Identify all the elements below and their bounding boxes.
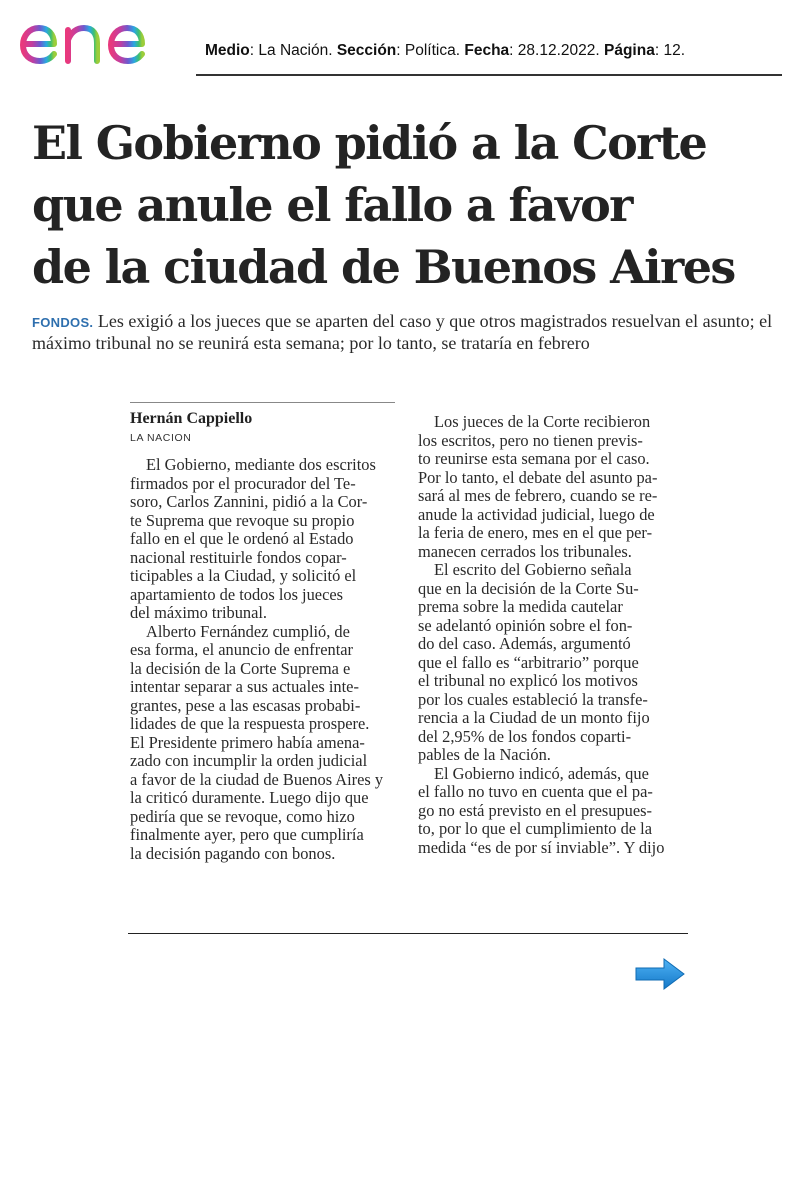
article-text-line: prema sobre la medida cautelar	[418, 597, 623, 616]
byline-divider	[130, 402, 395, 403]
article-text-line: la feria de enero, mes en el que per-	[418, 523, 653, 542]
publication-meta: Medio: La Nación. Sección: Política. Fecha: 28.12.2022. Página: 12.	[205, 42, 686, 59]
article-text-line: El escrito del Gobierno señala	[434, 560, 632, 579]
article-text-line: el tribunal no explicó los motivos	[418, 671, 638, 690]
article-text-line: to reunirse esta semana por el caso.	[418, 449, 650, 468]
source-label: LA NACION	[130, 432, 192, 444]
article-text-line: pables de la Nación.	[418, 745, 551, 764]
article-text-line: pediría que se revoque, como hizo	[130, 806, 355, 826]
article-column-left	[130, 456, 392, 863]
article-text-line: nacional restituirle fondos copar-	[130, 547, 347, 567]
article-text-line: to, por lo que el cumplimiento de la	[418, 819, 652, 838]
page-header	[0, 0, 800, 80]
article-column-right	[418, 413, 680, 857]
article-text-line: firmados por el procurador del Te-	[130, 473, 356, 493]
article-text-line: El Gobierno, mediante dos escritos	[146, 455, 376, 474]
article-text-line: la criticó duramente. Luego dijo que	[130, 788, 369, 807]
article-text-line: la decisión de la Corte Suprema e	[130, 658, 351, 678]
headline-line: El Gobierno pidió a la Corte	[32, 116, 707, 170]
article-text-line: Alberto Fernández cumplió, de	[146, 621, 350, 641]
pagina-value: 12.	[663, 42, 686, 59]
seccion-value: Política.	[404, 42, 461, 59]
article-text-line: soro, Carlos Zannini, pidió a la Cor-	[130, 492, 368, 511]
article-text-line: te Suprema que revoque su propio	[130, 510, 355, 530]
article-text-line: del 2,95% de los fondos coparti-	[418, 726, 632, 746]
article-text-line: go no está previsto en el presupues-	[418, 800, 652, 820]
medio-value: La Nación.	[258, 42, 333, 59]
article-text-line: manecen cerrados los tribunales.	[418, 541, 632, 561]
article-text-line: el fallo no tuvo en cuenta que el pa-	[418, 782, 653, 801]
medio-label: Medio	[205, 42, 250, 59]
pagina-label: Página	[604, 42, 655, 59]
seccion-label: Sección	[336, 42, 397, 59]
article-text-line: que el fallo es “arbitrario” porque	[418, 652, 639, 672]
article-text-line: fallo en el que le ordenó al Estado	[130, 529, 354, 548]
article-text-line: la decisión pagando con bonos.	[130, 843, 336, 863]
enel-logo	[16, 4, 186, 68]
article-text-line: ticipables a la Ciudad, y solicitó el	[130, 566, 357, 585]
headline-line: de la ciudad de Buenos Aires	[32, 240, 735, 294]
headline	[32, 112, 792, 298]
arrow-right-icon[interactable]	[634, 957, 686, 991]
article-text-line: anude la actividad judicial, luego de	[418, 504, 655, 524]
headline-line: que anule el fallo a favor	[32, 178, 632, 232]
article-text-line: del máximo tribunal.	[130, 603, 268, 622]
deck-label: FONDOS.	[32, 315, 94, 330]
article-text-line: lidades de que la respuesta prospere.	[130, 714, 370, 733]
deck-text: Les exigió a los jueces que se aparten del caso y que otros magistrados resuelvan el asunto; el máximo tribunal no se reunirá esta semana; por lo tanto, se trataría en febrero	[32, 311, 773, 353]
header-divider	[196, 74, 782, 76]
article-text-line: apartamiento de todos los jueces	[130, 584, 344, 604]
fecha-value: 28.12.2022.	[517, 42, 600, 59]
article-text-line: medida “es de por sí inviable”. Y dijo	[418, 837, 665, 857]
article-text-line: finalmente ayer, pero que cumpliría	[130, 825, 364, 844]
fecha-label: Fecha	[464, 42, 510, 59]
article-text-line: los escritos, pero no tienen previs-	[418, 430, 643, 450]
article-text-line: do del caso. Además, argumentó	[418, 634, 631, 653]
article-text-line: El Gobierno indicó, además, que	[434, 763, 649, 783]
article-text-line: por los cuales estableció la transfe-	[418, 689, 648, 709]
article-bottom-divider	[128, 933, 688, 934]
article-text-line: zado con incumplir la orden judicial	[130, 751, 368, 770]
article-text-line: a favor de la ciudad de Buenos Aires y	[130, 769, 384, 789]
author-name: Hernán Cappiello	[130, 410, 253, 427]
article-text-line: grantes, pese a las escasas probabi-	[130, 695, 361, 715]
article-text-line: intentar separar a sus actuales inte-	[130, 677, 359, 696]
article-text-line: que en la decisión de la Corte Su-	[418, 578, 639, 598]
article-text-line: se adelantó opinión sobre el fon-	[418, 615, 633, 635]
article-text-line: rencia a la Ciudad de un monto fijo	[418, 708, 650, 727]
deck	[32, 311, 792, 354]
article-text-line: esa forma, el anuncio de enfrentar	[130, 640, 353, 659]
article-text-line: Los jueces de la Corte recibieron	[434, 412, 651, 431]
article-text-line: El Presidente primero había amena-	[130, 732, 365, 752]
article-text-line: Por lo tanto, el debate del asunto pa-	[418, 467, 658, 487]
article-text-line: sará al mes de febrero, cuando se re-	[418, 486, 658, 505]
